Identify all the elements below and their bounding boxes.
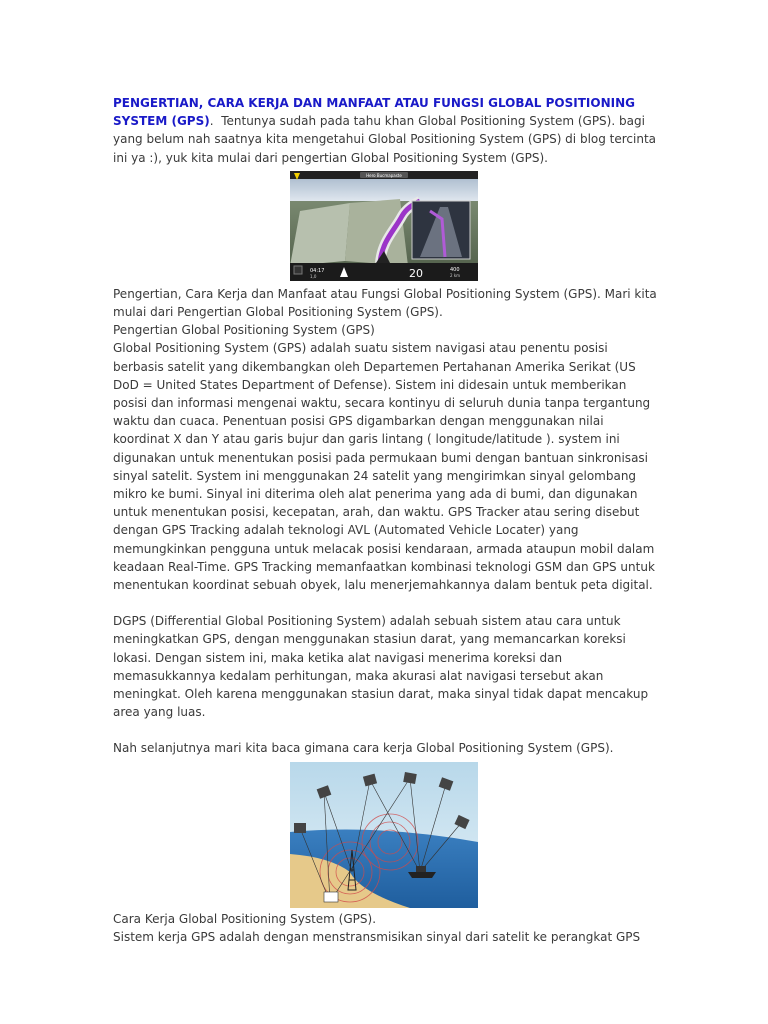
paragraph-dgps: DGPS (Differential Global Positioning System) adalah sebuah sistem atau cara untuk meningkatkan GPS, dengan menggunakan stasiun darat, yang memancarkan koreksi lokasi. Dengan sistem ini, maka ketika alat navigasi menerima koreksi dan memasukkannya kedalam perhitungan, maka akurasi alat navigasi tersebut akan meningkat. Oleh karena menggunakan stasiun darat, maka sinyal tidak dapat mencakup area yang luas. [113,614,649,720]
navigation-screenshot-image [290,171,478,281]
article [113,94,658,946]
paragraph-how-it-works-heading: Cara Kerja Global Positioning System (GPS). [113,911,377,926]
paragraph-gps-definition: Global Positioning System (GPS) adalah suatu sistem navigasi atau penentu posisi berbasis satelit yang dikembangkan oleh Departemen Pertahanan Amerika Serikat (US DoD = United States Department of Defense). Sistem ini didesain untuk memberikan posisi dan informasi mengenai waktu, secara kontinyu di seluruh dunia tanpa tergantung waktu dan cuaca. Penentuan posisi GPS digambarkan dengan menggunakan nilai koordinat X dan Y atau garis bujur dan garis lintang ( longitude/latitude ). system ini digunakan untuk menentukan posisi pada permukaan bumi dengan bantuan sinkronisasi sinyal satelit. System ini menggunakan 24 satelit yang mengirimkan sinyal gelombang mikro ke bumi. Sinyal ini diterima oleh alat penerima yang ada di bumi, dan digunakan untuk menentukan posisi, kecepatan, arah, dan waktu. GPS Tracker atau sering disebut dengan GPS Tracking adalah teknologi AVL (Automated Vehicle Locater) yang memungkinkan pengguna untuk melacak posisi kendaraan, armada ataupun mobil dalam keadaan Real-Time. GPS Tracking memanfaatkan kombinasi teknologi GSM dan GPS untuk menentukan koordinat sebuah obyek, lalu menerjemahkannya dalam bentuk peta digital. [113,341,655,593]
paragraph-definition-heading: Pengertian Global Positioning System (GPS) [113,323,375,338]
intro-text: Tentunya sudah pada tahu khan Global Positioning System (GPS). bagi yang belum nah saatnya kita mengetahui Global Positioning System (GPS) di blog tercinta ini ya :), yuk kita mulai dari pengertian Global Positioning System (GPS). [113,114,657,165]
satellite-diagram-image [290,762,478,908]
intro-paragraph [113,94,658,167]
nav-speed: 20 [409,266,423,280]
paragraph-definition-intro: Pengertian, Cara Kerja dan Manfaat atau Fungsi Global Positioning System (GPS). Mari kita mulai dari Pengertian Global Positioning System (GPS). [113,286,657,320]
nav-time: 04:17 [310,267,325,274]
nav-small-distance: 1,0 [310,273,317,279]
paragraph-how-it-works-intro: Nah selanjutnya mari kita baca gimana cara kerja Global Positioning System (GPS). [113,741,614,756]
nav-right-sub: 2 km [450,272,461,278]
paragraph-how-it-works-text: Sistem kerja GPS adalah dengan menstransmisikan sinyal dari satelit ke perangkat GPS [113,929,641,944]
article-title: PENGERTIAN, CARA KERJA DAN MANFAAT ATAU FUNGSI GLOBAL POSITIONING SYSTEM (GPS) [113,96,635,129]
nav-right-distance: 400 [450,266,460,273]
street-label: Hero Bucmapaste [366,172,402,178]
title-period: . [209,114,214,129]
